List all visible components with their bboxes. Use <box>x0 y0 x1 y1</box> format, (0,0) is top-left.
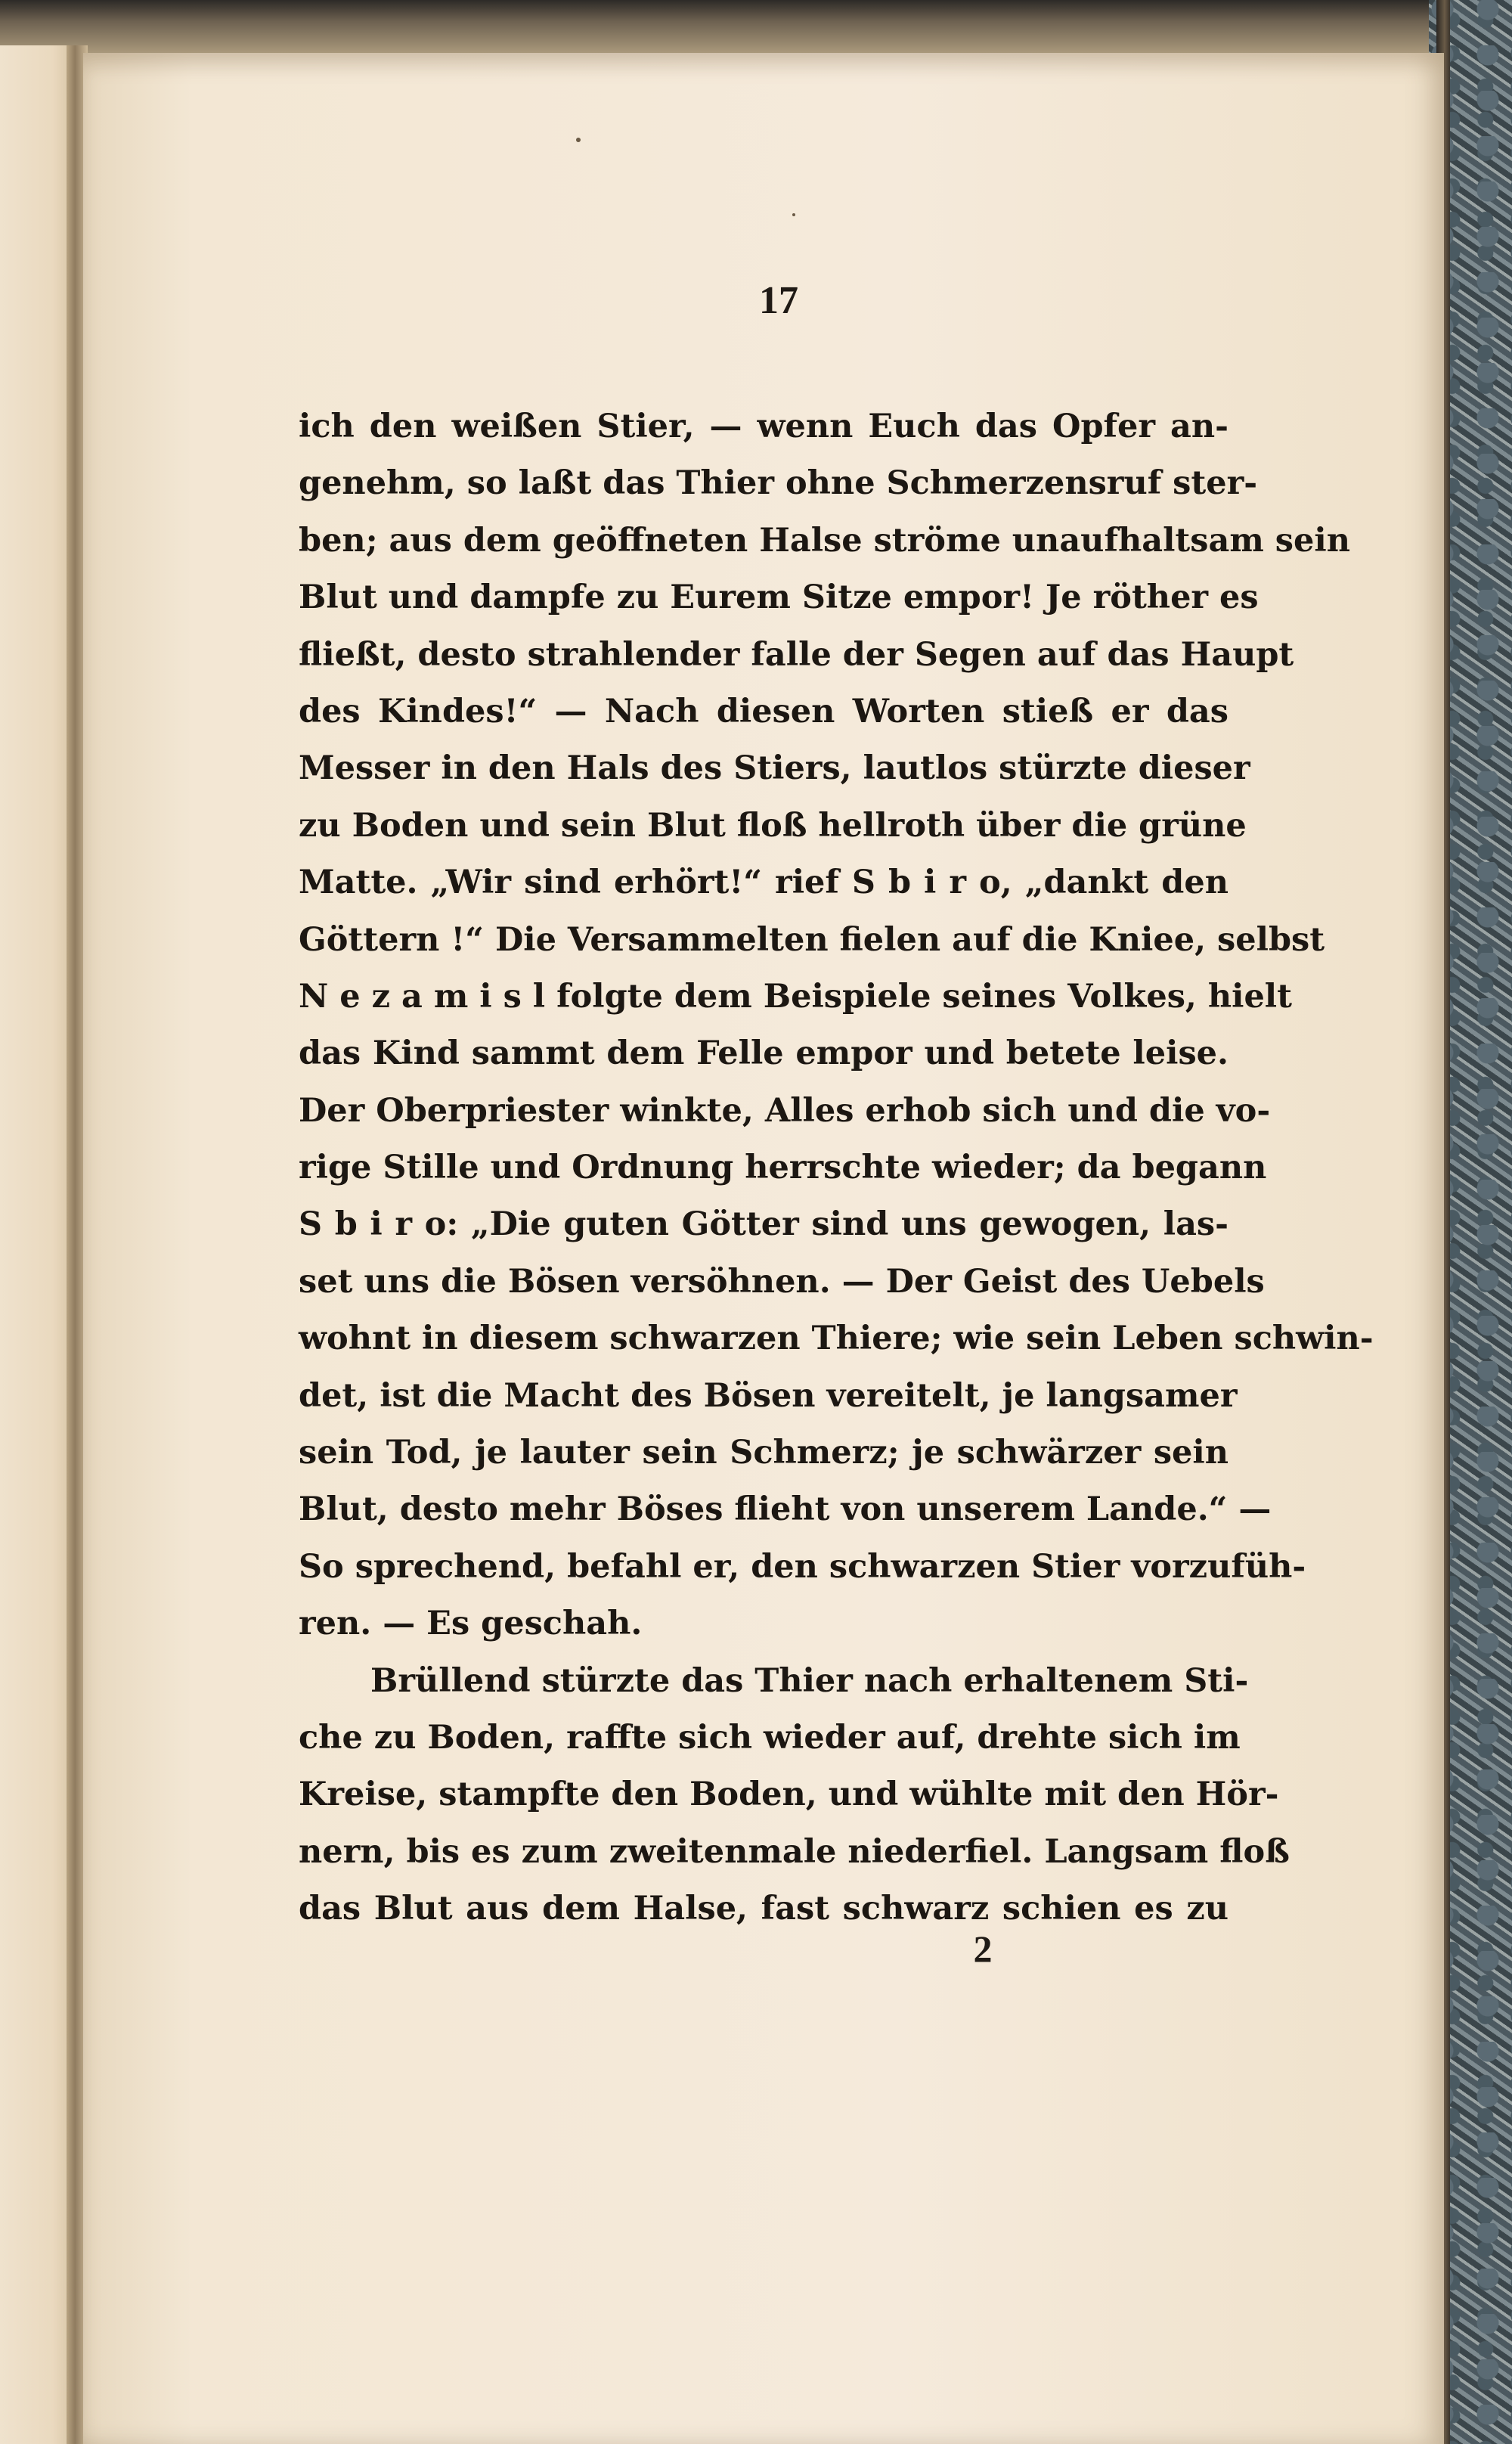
paper-speck <box>792 213 795 216</box>
text-line: Messer in den Hals des Stiers, lautlos stürzte dieser <box>299 749 1250 788</box>
book-top-edge <box>0 0 1512 53</box>
text-line: Kreise, stampfte den Boden, und wühlte mit den Hör- <box>299 1776 1279 1814</box>
text-line: ich den weißen Stier, — wenn Euch das Opfer an- <box>299 408 1228 445</box>
text-line: set uns die Bösen versöhnen. — Der Geist des Uebels <box>299 1262 1265 1301</box>
text-line: Matte. „Wir sind erhört!“ rief S b i r o, „dankt den <box>299 864 1228 902</box>
text-line: rige Stille und Ordnung herrschte wieder; da begann <box>299 1149 1267 1187</box>
text-line: Der Oberpriester winkte, Alles erhob sich und die vo- <box>299 1091 1271 1130</box>
text-line: des Kindes!“ — Nach diesen Worten stieß er das <box>299 692 1228 730</box>
page-number: 17 <box>759 279 798 322</box>
text-line: Blut, desto mehr Böses flieht von unserem Lande.“ — <box>299 1490 1272 1529</box>
text-line: Göttern !“ Die Versammelten fielen auf die Kniee, selbst <box>299 920 1325 959</box>
text-line: det, ist die Macht des Bösen vereitelt, je langsamer <box>299 1376 1238 1415</box>
paragraph-end-line: ren. — Es geschah. <box>299 1605 643 1643</box>
text-line: So sprechend, befahl er, den schwarzen Stier vorzufüh- <box>299 1547 1306 1586</box>
text-line: genehm, so laßt das Thier ohne Schmerzensruf ster- <box>299 464 1258 503</box>
text-line: sein Tod, je lauter sein Schmerz; je schwärzer sein <box>299 1434 1228 1472</box>
text-line: S b i r o: „Die guten Götter sind uns gewogen, las- <box>299 1205 1228 1244</box>
body-text <box>299 399 1374 1938</box>
paragraph-start-line: Brüllend stürzte das Thier nach erhaltenem Sti- <box>370 1661 1249 1700</box>
paper-speck <box>576 138 581 142</box>
text-line: zu Boden und sein Blut floß hellroth über die grüne <box>299 806 1247 845</box>
signature-mark: 2 <box>973 1928 993 1970</box>
text-line: N e z a m i s l folgte dem Beispiele seines Volkes, hielt <box>299 977 1292 1016</box>
text-line: das Kind sammt dem Felle empor und betete leise. <box>299 1034 1228 1073</box>
text-line: fließt, desto strahlender falle der Segen auf das Haupt <box>299 635 1294 674</box>
left-page-edge <box>0 45 76 2444</box>
text-line: ben; aus dem geöffneten Halse ströme unaufhaltsam sein <box>299 521 1350 560</box>
text-line: che zu Boden, raffte sich wieder auf, drehte sich im <box>299 1718 1241 1757</box>
text-line: Blut und dampfe zu Eurem Sitze empor! Je röther es <box>299 578 1259 617</box>
text-line: wohnt in diesem schwarzen Thiere; wie sein Leben schwin- <box>299 1320 1374 1358</box>
text-line: das Blut aus dem Halse, fast schwarz schien es zu <box>299 1890 1228 1928</box>
text-line: nern, bis es zum zweitenmale niederfiel. Langsam floß <box>299 1832 1290 1871</box>
